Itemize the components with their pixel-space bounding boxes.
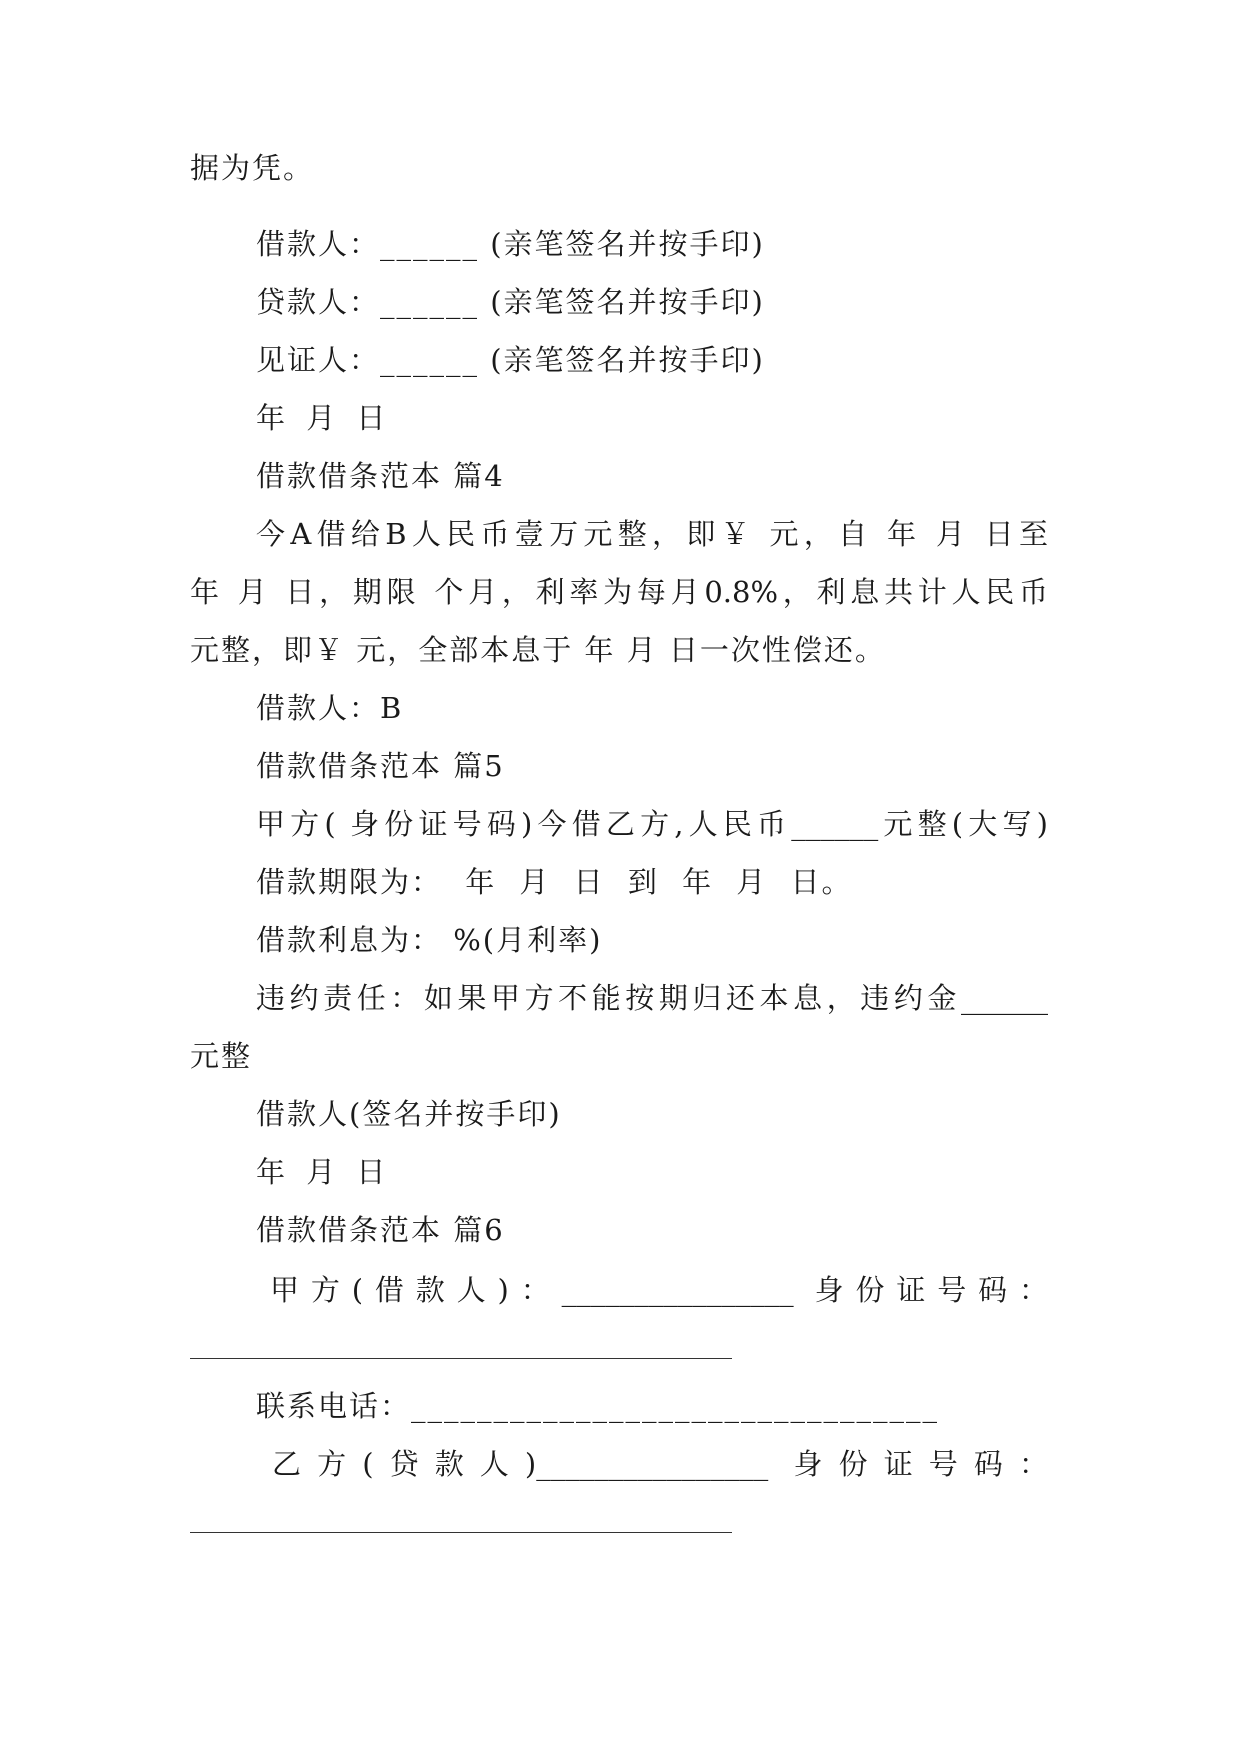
date-line: 年 月 日	[256, 401, 388, 435]
blank-underline	[190, 1532, 732, 1533]
text-line: 借款期限为： 年 月 日 到 年 月 日。	[256, 865, 853, 899]
text-line: 元整，即￥ 元，全部本息于 年 月 日一次性偿还。	[190, 633, 886, 667]
text-line: 元整	[190, 1039, 253, 1073]
text-line: 借款人：B	[256, 691, 404, 725]
section-heading: 借款借条范本 篇5	[256, 749, 505, 783]
section-heading: 借款借条范本 篇4	[256, 459, 505, 493]
text-line: 据为凭。	[190, 151, 315, 185]
text-line: 借款利息为： %(月利率)	[256, 923, 603, 957]
date-line: 年 月 日	[256, 1155, 388, 1189]
signature-borrower: 借款人：______ (亲笔签名并按手印)	[256, 227, 765, 261]
signature-witness: 见证人：______ (亲笔签名并按手印)	[256, 343, 765, 377]
text-line: 甲方( 身份证号码)今借乙方,人民币______元整(大写)	[256, 807, 1048, 841]
text-line: 甲方(借款人)：________________ 身份证号码：	[270, 1273, 1048, 1307]
text-line: 借款人(签名并按手印)	[256, 1097, 562, 1131]
section-heading: 借款借条范本 篇6	[256, 1213, 505, 1247]
text-line: 联系电话：________________________________	[256, 1389, 940, 1423]
text-line: 今A借给B人民币壹万元整，即￥ 元，自 年 月 日至	[256, 517, 1048, 551]
text-line: 违约责任：如果甲方不能按期归还本息，违约金______	[256, 981, 1048, 1015]
text-line: 乙方(贷款人)________________ 身份证号码：	[272, 1447, 1048, 1481]
text-line: 年 月 日，期限 个月，利率为每月0.8%，利息共计人民币	[190, 575, 1048, 609]
blank-underline	[190, 1358, 732, 1359]
signature-lender: 贷款人：______ (亲笔签名并按手印)	[256, 285, 765, 319]
